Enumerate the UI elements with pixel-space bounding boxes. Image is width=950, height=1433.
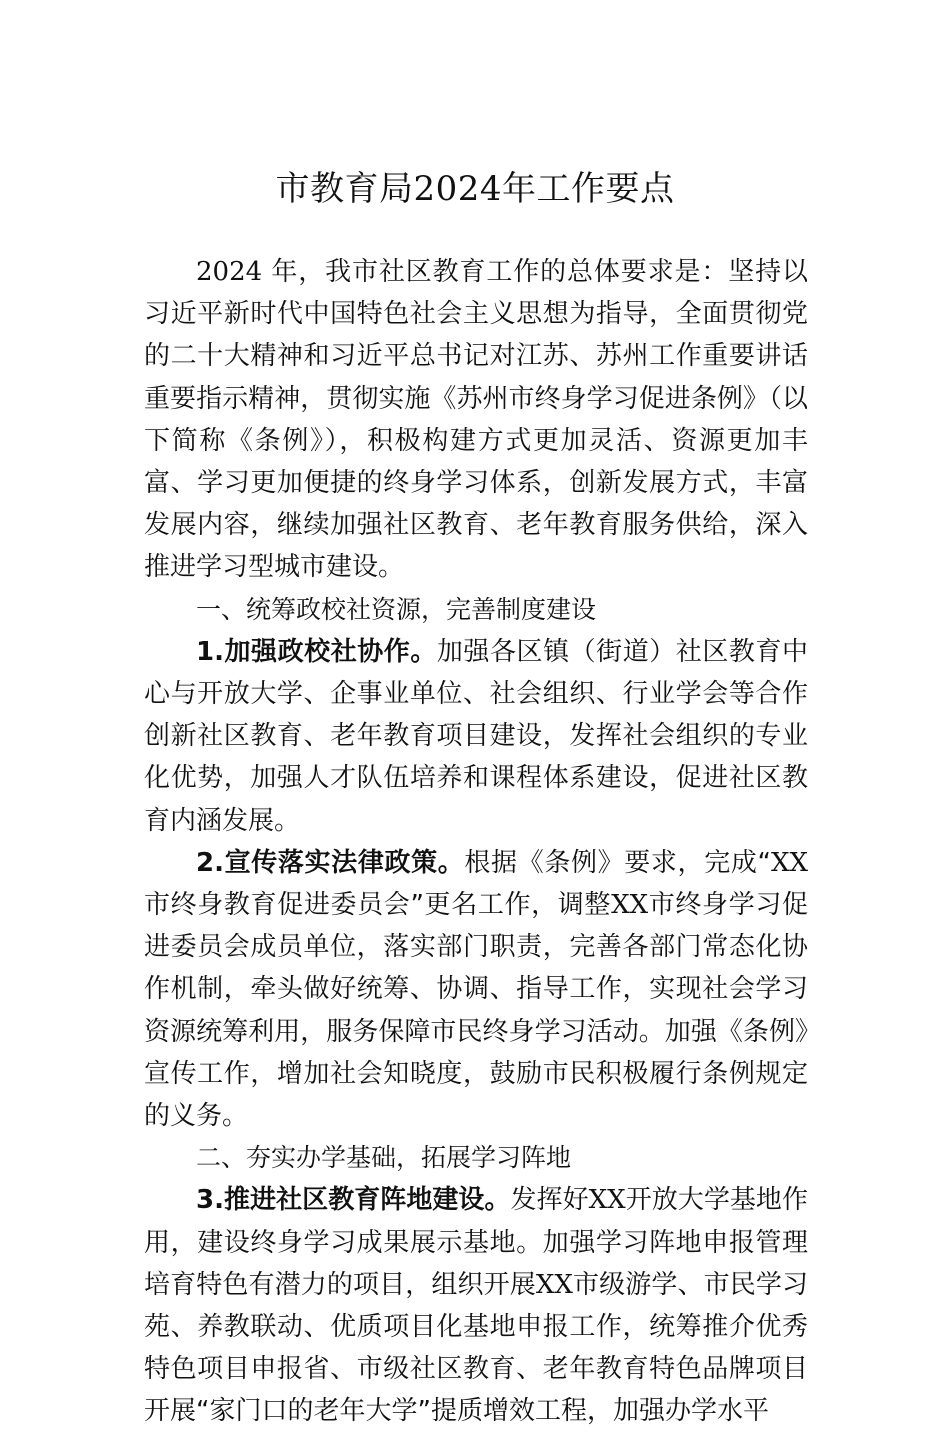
item-3-text-b: 开放大学基地作用，建设终身学习成果展示基地。加强学习阵地申报管理培育特色有潜力的项目，组织开展 bbox=[144, 1185, 808, 1300]
intro-year: 2024 bbox=[196, 257, 263, 287]
item-1-text: 加强各区镇（街道）社区教育中心与开放大学、企事业单位、社会组织、行业学会等合作创新社区教育、老年教育项目建设，发挥社会组织的专业化优势，加强人才队伍培养和课程体系建设，促进社区教育内涵发展。 bbox=[144, 636, 808, 836]
item-3-text-c: 市级游学、市民学习苑、养教联动、优质项目化基地申报工作，统筹推介优秀特色项目申报省、市级社区教育、老年教育特色品牌项目开展“家门口的老年大学”提质增效工程，加强办学水平 bbox=[144, 1269, 808, 1427]
title-suffix: 年工作要点 bbox=[502, 169, 675, 209]
item-3-paragraph bbox=[144, 1179, 808, 1432]
intro-paragraph bbox=[144, 251, 808, 589]
intro-text: 年，我市社区教育工作的总体要求是：坚持以习近平新时代中国特色社会主义思想为指导，全面贯彻党的二十大精神和习近平总书记对江苏、苏州工作重要讲话重要指示精神，贯彻实施《苏州市终身学习促进条例》（以下简称《条例》），积极构建方式更加灵活、资源更加丰富、学习更加便捷的终身学习体系，创新发展方式，丰富发展内容，继续加强社区教育、老年教育服务供给，深入推进学习型城市建设。 bbox=[144, 257, 808, 583]
title-prefix: 市教育局 bbox=[275, 169, 414, 209]
item-3-text-a: 发挥好 bbox=[510, 1185, 589, 1216]
section-1-heading: 一、统筹政校社资源，完善制度建设 bbox=[196, 594, 597, 624]
item-2-text-c: 市终身学习促进委员会成员单位，落实部门职责，完善各部门常态化协作机制，牵头做好统筹、协调、指导工作，实现社会学习资源统筹利用，服务保障市民终身学习活动。加强《条例》宣传工作，增加社会知晓度，鼓励市民积极履行条例规定的义务。 bbox=[144, 890, 808, 1132]
item-1-label: 1.加强政校社协作。 bbox=[196, 636, 437, 667]
title-year: 2024 bbox=[413, 169, 503, 209]
item-3-xx-b: XX bbox=[535, 1269, 573, 1300]
item-2-paragraph bbox=[144, 842, 808, 1137]
document-body bbox=[144, 251, 808, 1433]
item-3-xx-a: XX bbox=[588, 1185, 626, 1216]
item-2-text-a: 根据《条例》要求，完成“ bbox=[464, 847, 771, 878]
item-2-xx-a: XX bbox=[770, 847, 808, 878]
item-2-xx-b: XX bbox=[611, 890, 649, 921]
item-1-paragraph bbox=[144, 631, 808, 842]
item-2-text-b: 市终身教育促进委员会”更名工作，调整 bbox=[144, 890, 612, 921]
section-2-heading: 二、夯实办学基础，拓展学习阵地 bbox=[196, 1143, 572, 1173]
item-2-label: 2.宣传落实法律政策。 bbox=[196, 847, 465, 878]
page-title bbox=[0, 166, 950, 212]
item-3-label: 3.推进社区教育阵地建设。 bbox=[196, 1185, 511, 1216]
